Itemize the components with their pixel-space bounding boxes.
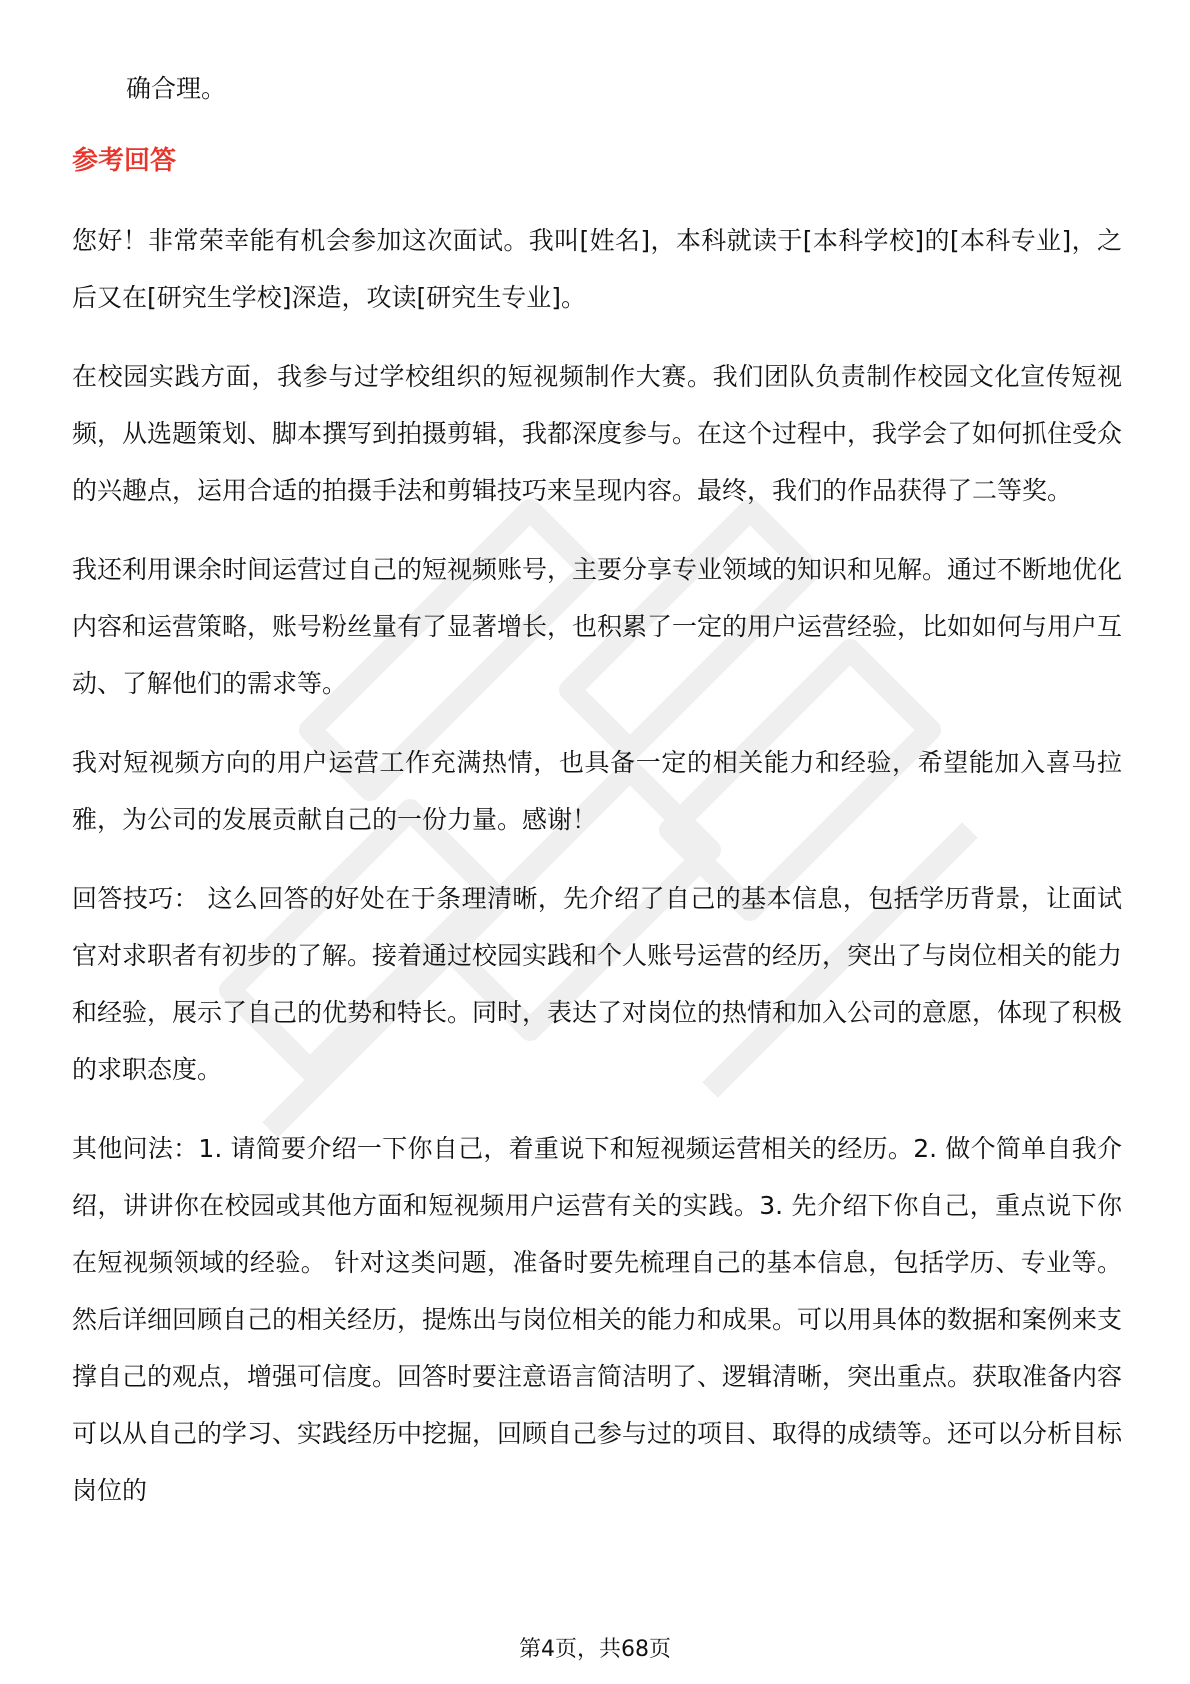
document-body xyxy=(72,60,1122,1519)
page-number-footer: 第4页，共68页 xyxy=(519,1637,671,1662)
paragraph-campus-practice: 在校园实践方面，我参与过学校组织的短视频制作大赛。我们团队负责制作校园文化宣传短视频，从选题策划、脚本撰写到拍摄剪辑，我都深度参与。在这个过程中，我学会了如何抓住受众的兴趣点，运用合适的拍摄手法和剪辑技巧来呈现内容。最终，我们的作品获得了二等奖。 xyxy=(72,362,1123,505)
section-heading: 参考回答 xyxy=(72,146,177,176)
paragraph-other-questions: 其他问法：1. 请简要介绍一下你自己，着重说下和短视频运营相关的经历。2. 做个简单自我介绍，讲讲你在校园或其他方面和短视频用户运营有关的实践。3. 先介绍下你自己，重点说下你在短视频领域的经验。 针对这类问题，准备时要先梳理自己的基本信息，包括学历、专业等。然后详细回顾自己的相关经历，提炼出与岗位相关的能力和成果。可以用具体的数据和案例来支撑自己的观点，增强可信度。回答时要注意语言简洁明了、逻辑清晰，突出重点。获取准备内容可以从自己的学习、实践经历中挖掘，回顾自己参与过的项目、取得的成绩等。还可以分析目标岗位的 xyxy=(72,1134,1123,1505)
paragraph-intro: 您好！非常荣幸能有机会参加这次面试。我叫[姓名]，本科就读于[本科学校]的[本科专业]，之后又在[研究生学校]深造，攻读[研究生专业]。 xyxy=(72,226,1122,312)
paragraph-account-operation: 我还利用课余时间运营过自己的短视频账号，主要分享专业领域的知识和见解。通过不断地优化内容和运营策略，账号粉丝量有了显著增长，也积累了一定的用户运营经验，比如如何与用户互动、了解他们的需求等。 xyxy=(72,555,1123,698)
continuation-text: 确合理。 xyxy=(126,74,227,103)
paragraph-answer-tips: 回答技巧： 这么回答的好处在于条理清晰，先介绍了自己的基本信息，包括学历背景，让面试官对求职者有初步的了解。接着通过校园实践和个人账号运营的经历，突出了与岗位相关的能力和经验，展示了自己的优势和特长。同时，表达了对岗位的热情和加入公司的意愿，体现了积极的求职态度。 xyxy=(72,884,1123,1084)
paragraph-closing: 我对短视频方向的用户运营工作充满热情，也具备一定的相关能力和经验，希望能加入喜马拉雅，为公司的发展贡献自己的一份力量。感谢！ xyxy=(72,748,1122,834)
